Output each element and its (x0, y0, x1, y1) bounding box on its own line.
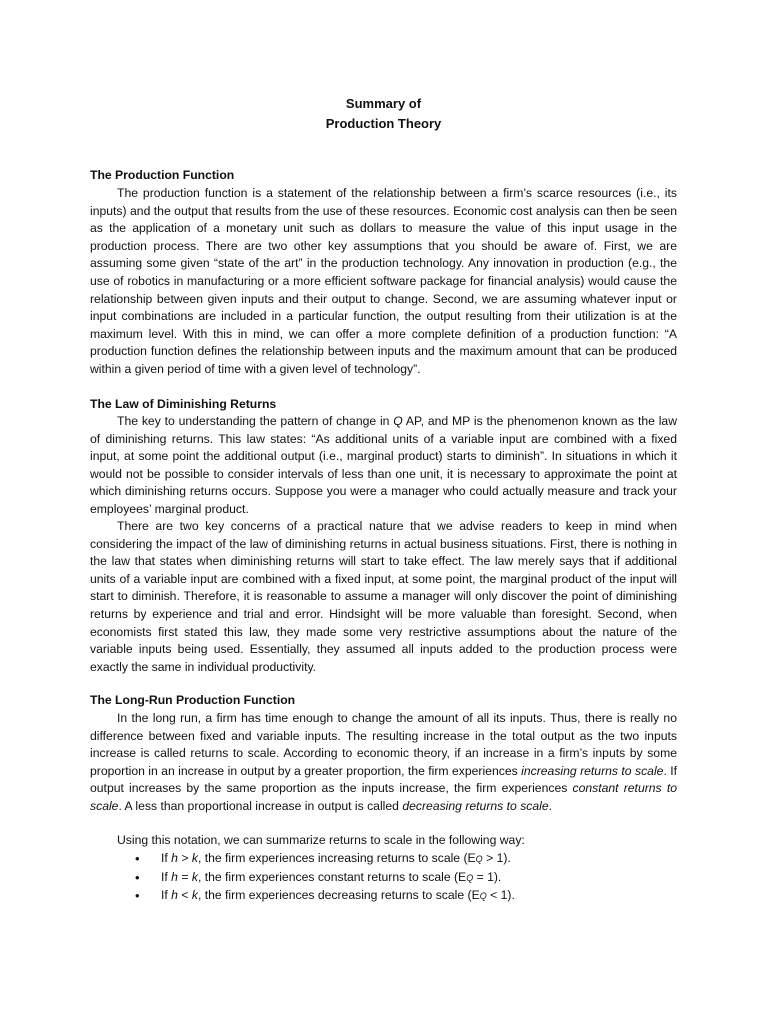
text-run: . (548, 798, 553, 813)
text-run: = 1). (473, 869, 502, 884)
text-run: . A less than proportional increase in output is called (118, 798, 403, 813)
text-run-italic: decreasing returns to scale (402, 798, 549, 813)
text-run: , the firm experiences increasing returns to scale (E (197, 851, 476, 865)
variable-h: h (171, 851, 178, 865)
operator: = (177, 869, 192, 884)
paragraph-diminishing-returns-2: There are two key concerns of a practical nature that we advise readers to keep in mind when considering the impact of the law of diminishing returns in actual business situations. First, there is nothing in the law that states when diminishing returns will start to take effect. The law merely says that if additional units of a variable input are combined with a fixed input, at some point, the marginal product of the input will start to diminish. Therefore, it is reasonable to assume a manager will only discover the point of diminishing returns by experience and trial and error. Hindsight will be more valuable than foresight. Second, when economists first stated this law, they made some very restrictive assumptions about the nature of the variable inputs being used. Essentially, they assumed all inputs added to the production process were exactly the same in individual productivity. (90, 519, 677, 674)
text-run-italic: constant returns to scale (90, 781, 677, 813)
text-run: AP, and MP is the phenomenon known as the law of diminishing returns. This law states: “As additional units of a variable input are combined with a fixed input, at some point the additional output (i.e., marginal product) starts to diminish”. In situations in which it would not be possible to consider intervals of less than one unit, it is necessary to approximate the point at which diminishing returns occurs. Suppose you were a manager who could actually measure and track your employees’ marginal product. (90, 414, 678, 516)
text-run: If (161, 869, 172, 884)
list-item (135, 850, 675, 869)
text-run-italic: increasing returns to scale (521, 763, 664, 778)
variable-h: h (171, 869, 178, 884)
variable-k: k (191, 851, 198, 865)
operator: > (177, 851, 192, 865)
subscript-q: Q (479, 891, 487, 902)
paragraph-diminishing-returns-1 (90, 413, 677, 519)
section-heading-diminishing-returns: The Law of Diminishing Returns (90, 397, 277, 411)
paragraph-production-function: The production function is a statement of the relationship between a firm’s scarce resources (i.e., its inputs) and the output that results from the use of these resources. Economic cost analysis can then be seen as the application of a monetary unit such as dollars to measure the value of this input usage in the production process. There are two other key assumptions that you should be aware of. First, we are assuming some given “state of the art” in the production technology. Any innovation in production (e.g., the use of robotics in manufacturing or a more efficient software package for financial analysis) would cause the relationship between given inputs and their output to change. Second, we are assuming whatever input or input combinations are included in a particular function, the output resulting from their utilization is at the maximum level. With this in mind, we can offer a more complete definition of a production function: “A production function defines the relationship between inputs and the maximum amount that can be produced within a given period of time with a given level of technology”. (90, 186, 677, 376)
returns-to-scale-list (135, 850, 675, 906)
variable-k: k (191, 869, 198, 884)
subscript-q: Q (475, 854, 483, 864)
operator: < (177, 888, 192, 903)
title-line-1: Summary of (345, 96, 422, 111)
text-run: The key to understanding the pattern of change in (117, 414, 394, 428)
text-run: . If output increases by the same proportion as the inputs increase, the firm experiences (90, 763, 678, 796)
subscript-q: Q (466, 872, 474, 883)
document-page (90, 0, 677, 1024)
paragraph-long-run-1 (90, 710, 677, 816)
title-line-2: Production Theory (325, 116, 442, 131)
variable-k: k (191, 888, 198, 903)
text-run: In the long run, a firm has time enough to change the amount of all its inputs. Thus, there is really no difference between fixed and variable inputs. The resulting increase in the total output as the two inputs increase is called returns to scale. According to economic theory, if an increase in a firm’s inputs by some proportion in an increase in output by a greater proportion, the firm experiences (90, 711, 677, 778)
text-run: > 1). (482, 851, 511, 865)
list-item (135, 869, 675, 888)
text-run: < 1). (486, 888, 515, 903)
text-run-italic: Q (393, 414, 403, 428)
section-heading-production-function: The Production Function (90, 168, 235, 182)
paragraph-long-run-2: Using this notation, we can summarize returns to scale in the following way: (117, 833, 525, 847)
list-item (135, 887, 675, 906)
text-run: , the firm experiences constant returns to scale (E (197, 869, 467, 884)
bullet-icon: • (135, 851, 140, 866)
bullet-icon: • (135, 869, 140, 885)
section-heading-long-run: The Long-Run Production Function (90, 693, 296, 707)
variable-h: h (171, 888, 178, 903)
bullet-icon: • (135, 888, 140, 904)
text-run: , the firm experiences decreasing returns to scale (E (197, 888, 480, 903)
text-run: If (161, 851, 172, 865)
document-title (90, 94, 677, 134)
text-run: If (161, 888, 172, 903)
